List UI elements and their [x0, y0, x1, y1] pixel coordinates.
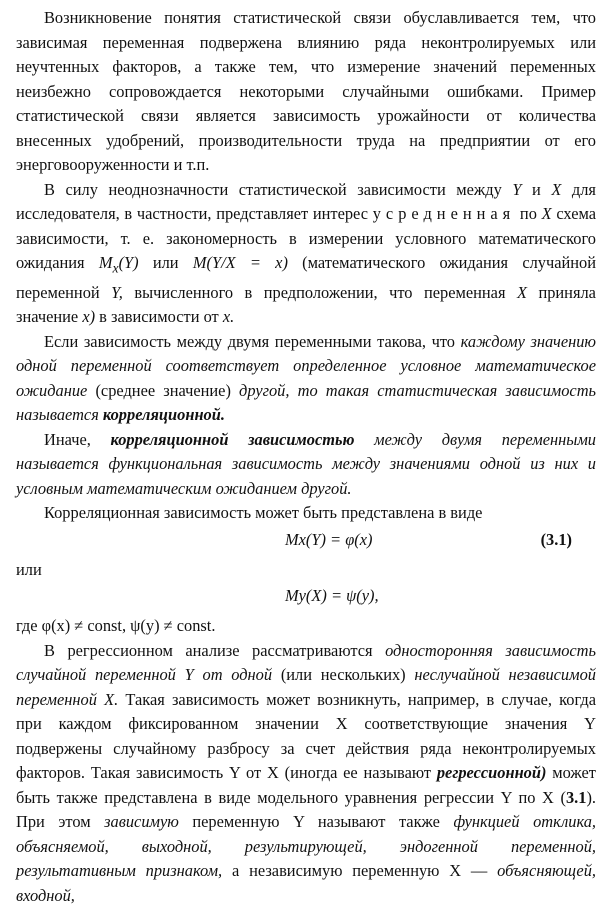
italic-text: зависимую: [104, 812, 179, 832]
text: в зависимости от: [99, 307, 219, 327]
var-y: Y,: [111, 282, 123, 302]
equation-alt: [16, 582, 596, 614]
subscript-x: x: [112, 260, 119, 276]
var-y: Y: [512, 179, 522, 199]
text: для исследователя, в частности, представляет интерес: [16, 179, 596, 223]
equation-number: (3.1): [540, 529, 572, 549]
text: Иначе,: [44, 429, 91, 449]
or-text: или: [16, 559, 42, 579]
var-x: X: [541, 204, 552, 223]
text: и: [532, 179, 541, 199]
text: (среднее значение): [95, 380, 231, 400]
paragraph-4: [16, 428, 596, 502]
text: В силу неоднозначности статистической зависимости между: [44, 179, 502, 199]
spaced-word: усредненная: [372, 204, 516, 223]
term-regression: регрессионной): [436, 763, 547, 783]
text: Такая зависимость может возникнуть, например, в случае, когда при каждом фиксированном значении X соответствующие значения Y подвержены случайному разбросу за счет действия ряда неконтролируемых факторов. Такая зависимость Y от X (иногда ее называют: [16, 689, 596, 783]
paragraph-6: где φ(x) ≠ const, ψ(y) ≠ const.: [16, 616, 216, 636]
text: приняла значение: [16, 282, 596, 327]
equation-3-1: [16, 526, 596, 558]
var-m: M: [98, 253, 113, 272]
italic-text: каждому значению одной переменной соответствует определенное условное математическое ожидание: [16, 331, 596, 400]
italic-text: неслучайной независимой переменной X.: [16, 665, 596, 709]
text: схема зависимости, т. е. закономерность в измерении условного математического ожидания: [16, 204, 596, 272]
paragraph-1: Возникновение понятия статистической связи обуславливается тем, что зависимая переменная подвержена влиянию ряда неконтролируемых или неучтенных факторов, а также тем, что измерение значений переменных неизбежно сопровождается некоторыми случайными ошибками. Пример статистической связи является зависимость урожайности от количества внесенных удобрений, производительности труда на предприятии от его энерговооруженности и т.п.: [16, 8, 596, 174]
var-x-small: x.: [222, 307, 235, 327]
text: В регрессионном анализе рассматриваются: [44, 640, 373, 660]
text: вычисленного в предположении, что переменная: [134, 282, 506, 302]
paragraph-5: Корреляционная зависимость может быть представлена в виде: [44, 503, 483, 523]
text: переменную Y называют также: [192, 812, 440, 832]
italic-text: между двумя переменными называется функциональная зависимость между значениями одной из них и условным математическим ожиданием другой.: [16, 429, 596, 498]
var-x: X: [551, 179, 562, 199]
text: по: [519, 204, 537, 223]
italic-text: односторонняя зависимость случайной переменной Y от одной: [16, 640, 596, 685]
italic-text: функцией отклика, объясняемой, выходной, результирующей, эндогенной переменной, результативным признаком,: [16, 812, 596, 881]
text: ). При этом: [16, 787, 596, 832]
var-y-paren: (Y): [118, 253, 139, 272]
conditional-expectation: M(Y/X = x): [192, 253, 288, 272]
equation-formula: My(X) = ψ(y),: [285, 586, 379, 606]
text: (или нескольких): [280, 665, 406, 685]
text: а независимую переменную X —: [231, 861, 488, 881]
equation-formula: Mx(Y) = φ(x): [285, 529, 373, 549]
italic-text: другой, то такая статистическая зависимость называется: [16, 380, 596, 425]
equation-ref: 3.1: [565, 787, 587, 807]
italic-text: объясняющей, входной,: [16, 861, 596, 905]
paragraph-2: [16, 178, 596, 330]
term-correlation: корреляционной.: [102, 405, 225, 425]
var-x-small: x): [82, 307, 96, 327]
paragraph-3: [16, 330, 596, 428]
term-correlation-dependence: корреляционной зависимостью: [110, 429, 355, 449]
text: Если зависимость между двумя переменными такова, что: [44, 331, 456, 351]
var-x: X: [516, 282, 527, 302]
paragraph-7: [16, 639, 596, 908]
text: или: [152, 253, 179, 272]
text: может быть также представлена в виде модельного уравнения регрессии Y по X (: [16, 763, 596, 807]
text: (математического ожидания случайной переменной: [16, 253, 596, 302]
